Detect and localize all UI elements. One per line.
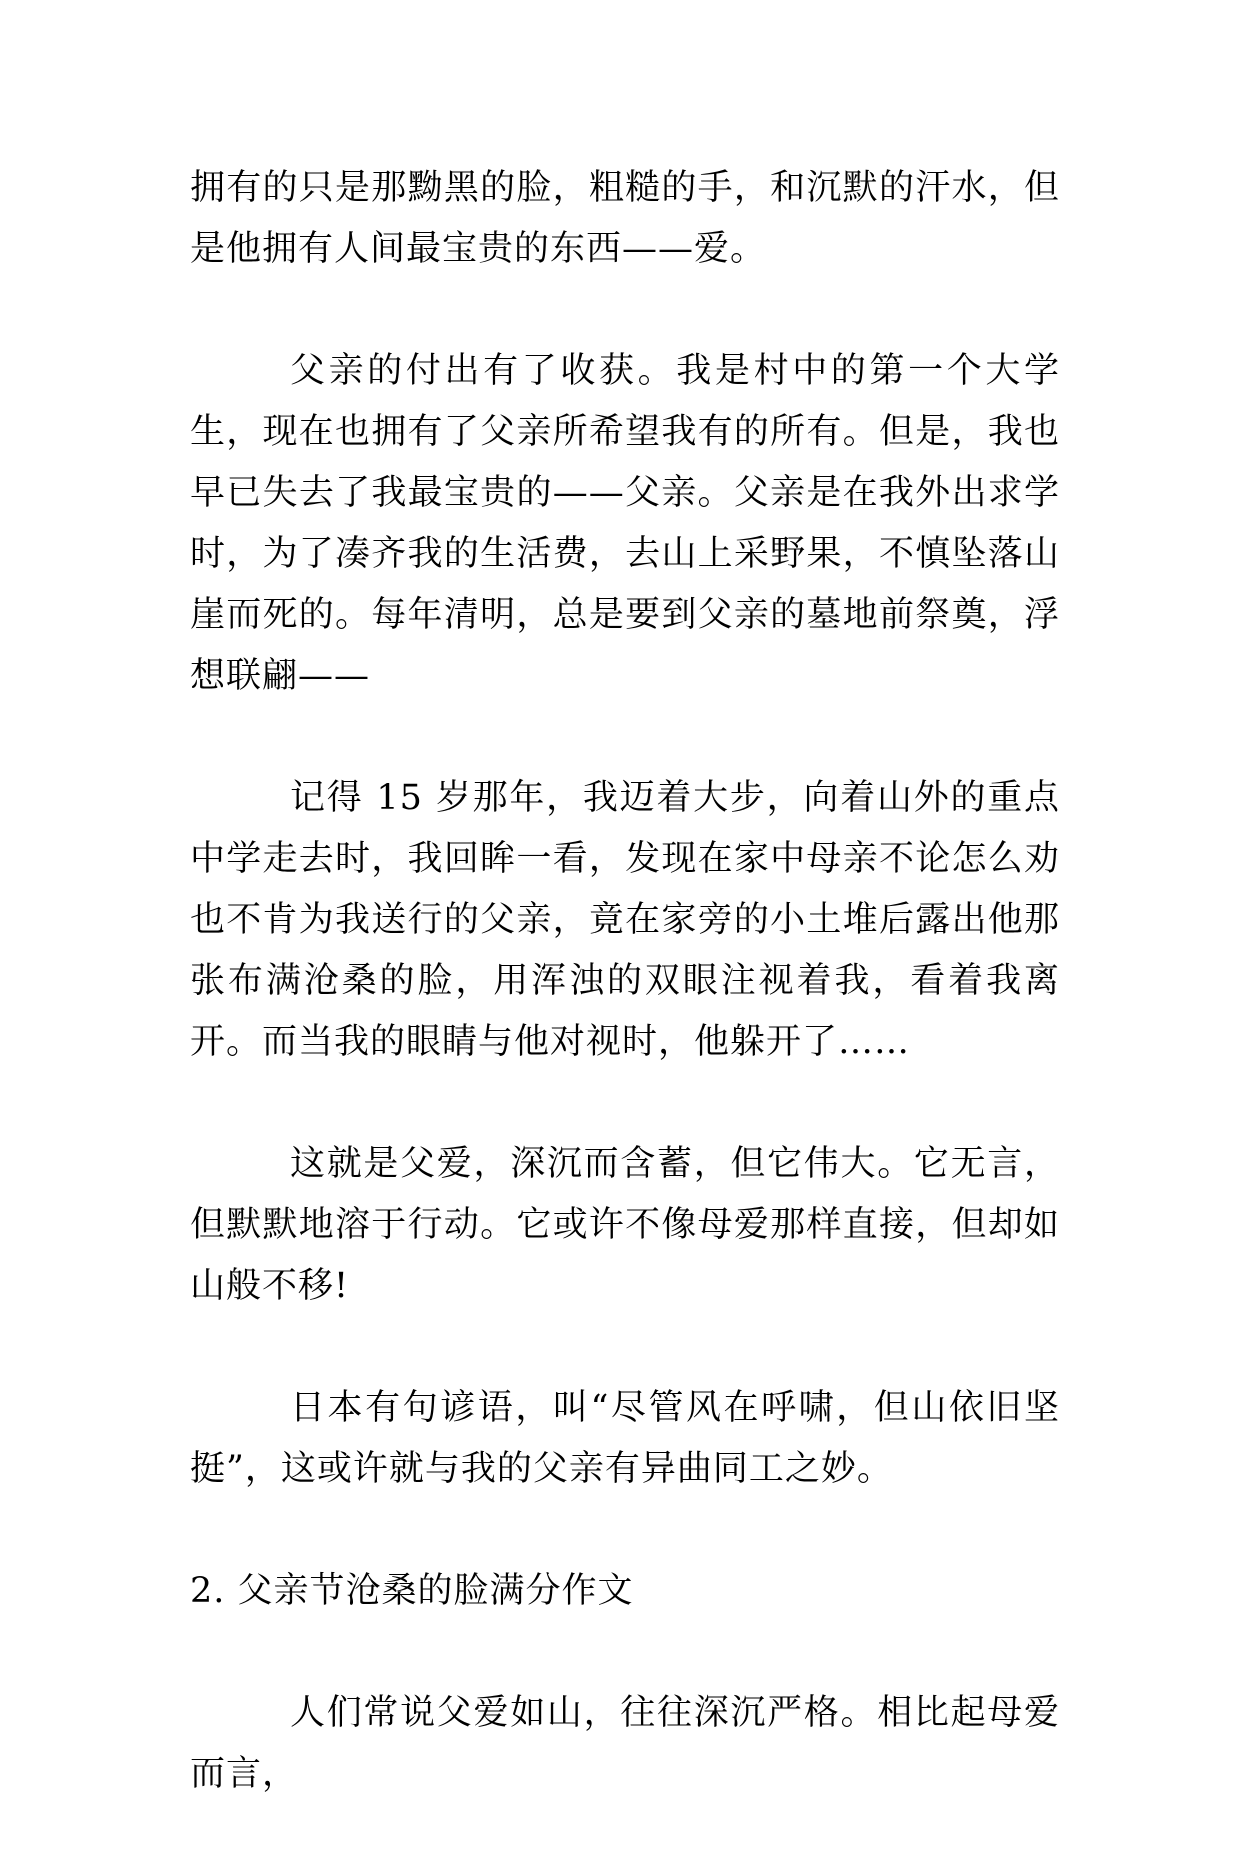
paragraph-continuation: 拥有的只是那黝黑的脸，粗糙的手，和沉默的汗水，但是他拥有人间最宝贵的东西——爱。 (190, 168, 1060, 269)
section-heading: 2. 父亲节沧桑的脸满分作文 (190, 1571, 634, 1611)
paragraph-japanese-proverb: 日本有句谚语，叫“尽管风在呼啸，但山依旧坚挺”，这或许就与我的父亲有异曲同工之妙。 (190, 1388, 1060, 1489)
paragraph-fatherly-love: 这就是父爱，深沉而含蓄，但它伟大。它无言，但默默地溶于行动。它或许不像母爱那样直接，但却如山般不移! (190, 1144, 1060, 1306)
paragraph-memory-age-15: 记得 15 岁那年，我迈着大步，向着山外的重点中学走去时，我回眸一看，发现在家中母亲不论怎么劝也不肯为我送行的父亲，竟在家旁的小土堆后露出他那张布满沧桑的脸，用浑浊的双眼注视着我，看着我离开。而当我的眼睛与他对视时，他躲开了…… (190, 778, 1060, 1062)
document-page (190, 158, 1060, 1866)
paragraph-father-sacrifice: 父亲的付出有了收获。我是村中的第一个大学生，现在也拥有了父亲所希望我有的所有。但是，我也早已失去了我最宝贵的——父亲。父亲是在我外出求学时，为了凑齐我的生活费，去山上采野果，不慎坠落山崖而死的。每年清明，总是要到父亲的墓地前祭奠，浮想联翩—— (190, 351, 1060, 696)
paragraph-final: 人们常说父爱如山，往往深沉严格。相比起母爱而言， (190, 1693, 1060, 1794)
